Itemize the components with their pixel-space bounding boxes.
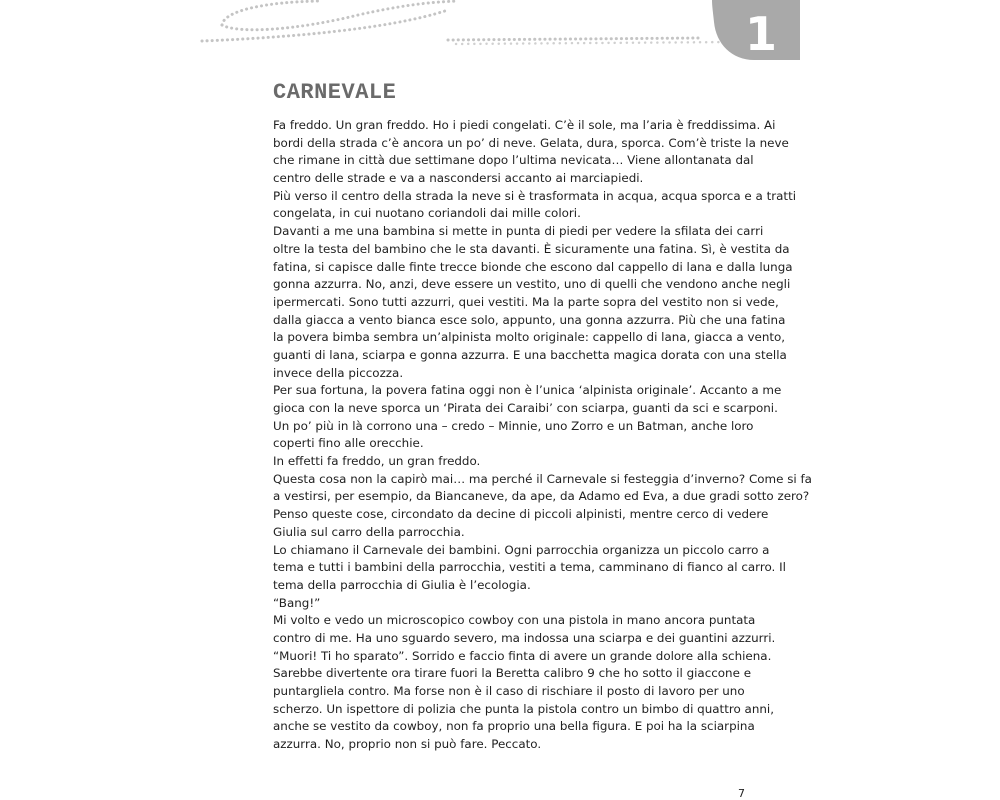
body-line: contro di me. Ha uno sguardo severo, ma indossa una sciarpa e dei guantini azzurri. [273,630,776,645]
body-line: oltre la testa del bambino che le sta davanti. È sicuramente una fatina. Sì, è vestita da [273,241,790,256]
body-line: In effetti fa freddo, un gran freddo. [273,454,481,469]
page-number: 7 [738,787,745,800]
body-line: Penso queste cose, circondato da decine di piccoli alpinisti, mentre cerco di vedere [273,507,769,522]
body-line: bordi della strada c’è ancora un po’ di neve. Gelata, dura, sporca. Com’è triste la neve [273,135,789,150]
body-line: Più verso il centro della strada la neve si è trasformata in acqua, acqua sporca e a tratti [273,188,797,203]
body-line: “Bang!” [273,595,321,610]
body-line: Davanti a me una bambina si mette in punta di piedi per vedere la sfilata dei carri [273,224,764,239]
body-line: Per sua fortuna, la povera fatina oggi non è l’unica ‘alpinista originale’. Accanto a me [273,383,782,398]
body-line: anche se vestito da cowboy, non fa proprio una bella figura. E poi ha la sciarpina [273,719,755,734]
body-line: che rimane in città due settimane dopo l’ultima nevicata… Viene allontanata dal [273,153,754,168]
body-line: Lo chiamano il Carnevale dei bambini. Ogni parrocchia organizza un piccolo carro a [273,542,770,557]
body-line: Mi volto e vedo un microscopico cowboy con una pistola in mano ancora puntata [273,613,756,628]
body-line: congelata, in cui nuotano coriandoli dai mille colori. [273,206,581,221]
body-line: centro delle strade e va a nascondersi accanto ai marciapiedi. [273,171,644,186]
body-line: tema e tutti i bambini della parrocchia, vestiti a tema, camminano di fianco al carro. Il [273,560,786,575]
body-line: “Muori! Ti ho sparato”. Sorrido e faccio finta di avere un grande dolore alla schiena. [273,648,772,663]
dotted-swirl-decoration [198,0,758,60]
body-text [273,117,812,754]
body-line: Questa cosa non la capirò mai… ma perché il Carnevale si festeggia d’inverno? Come si fa [273,471,812,486]
body-line: azzurra. No, proprio non si può fare. Peccato. [273,737,542,752]
body-line: la povera bimba sembra un’alpinista molto originale: cappello di lana, giacca a vento, [273,330,786,345]
body-line: fatina, si capisce dalle finte trecce bionde che escono dal cappello di lana e dalla lunga [273,259,793,274]
body-line: invece della piccozza. [273,365,404,380]
body-line: coperti fino alle orecchie. [273,436,424,451]
chapter-number: 1 [744,7,777,61]
body-line: Un po’ più in là corrono una – credo – Minnie, uno Zorro e un Batman, anche loro [273,418,754,433]
body-line: ipermercati. Sono tutti azzurri, quei vestiti. Ma la parte sopra del vestito non si vede, [273,294,779,309]
body-line: gioca con la neve sporca un ‘Pirata dei Caraibi’ con sciarpa, guanti da sci e scarponi. [273,401,778,415]
body-line: Fa freddo. Un gran freddo. Ho i piedi congelati. C’è il sole, ma l’aria è freddissima. Ai [273,118,776,132]
body-line: Sarebbe divertente ora tirare fuori la Beretta calibro 9 che ho sotto il giaccone e [273,666,752,681]
body-line: guanti di lana, sciarpa e gonna azzurra. E una bacchetta magica dorata con una stella [273,347,787,362]
body-line: puntargliela contro. Ma forse non è il caso di rischiare il posto di lavoro per uno [273,684,745,698]
body-line: Giulia sul carro della parrocchia. [273,524,465,539]
chapter-title: CARNEVALE [273,80,397,105]
body-line: tema della parrocchia di Giulia è l’ecologia. [273,577,531,592]
body-line: scherzo. Un ispettore di polizia che punta la pistola contro un bimbo di quattro anni, [273,701,774,716]
body-line: dalla giacca a vento bianca esce solo, appunto, una gonna azzurra. Più che una fatina [273,312,786,327]
body-line: gonna azzurra. No, anzi, deve essere un vestito, uno di quelli che vendono anche negli [273,277,791,292]
body-line: a vestirsi, per esempio, da Biancaneve, da ape, da Adamo ed Eva, a due gradi sotto zero? [273,489,810,504]
